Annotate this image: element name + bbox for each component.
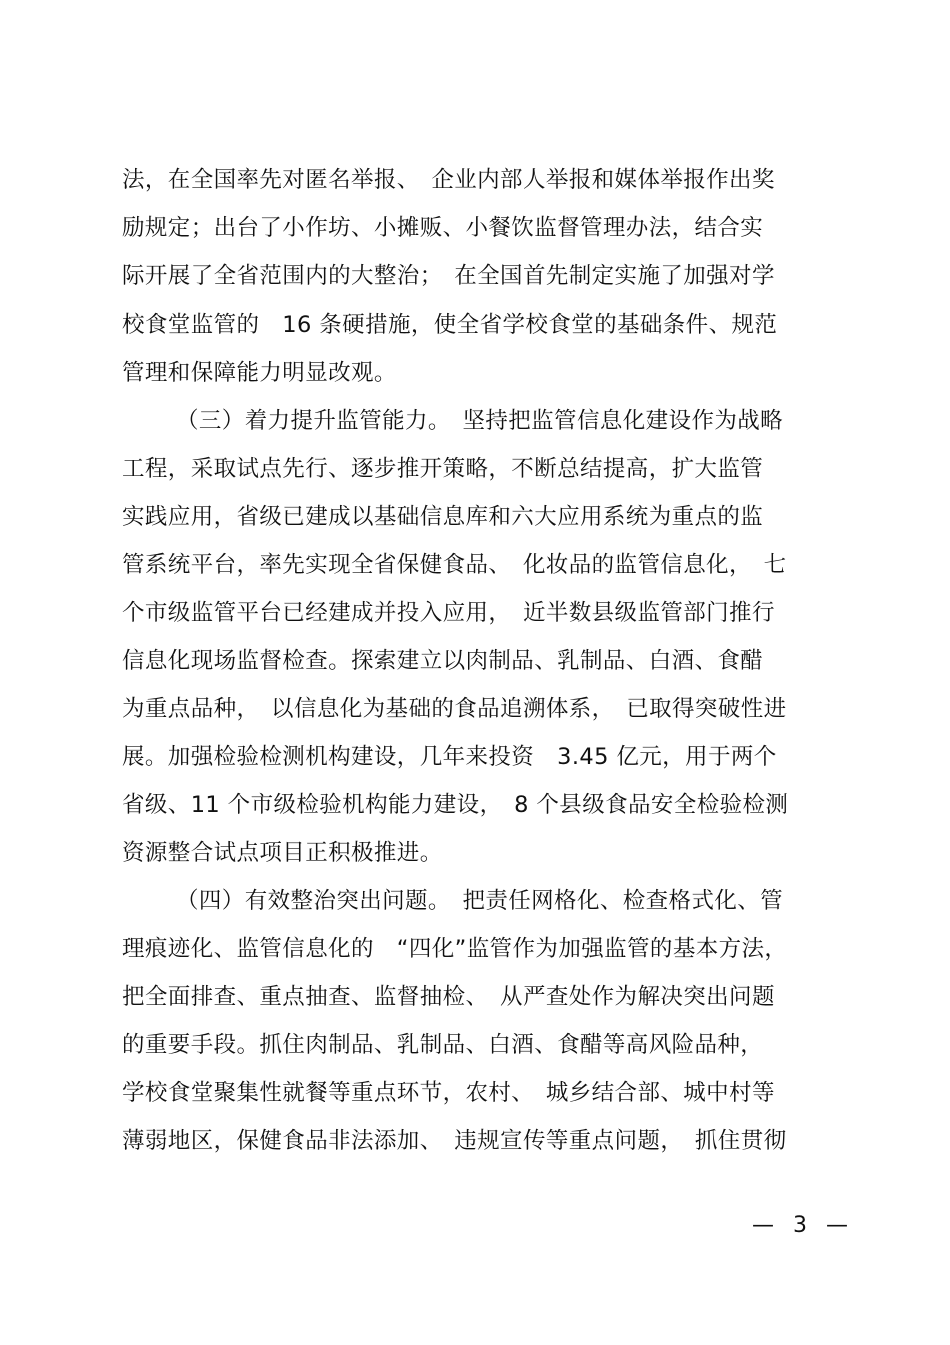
- text-line: 管理和保障能力明显改观。: [122, 360, 397, 386]
- text-line: 校食堂监管的 16 条硬措施，使全省学校食堂的基础条件、规范: [122, 312, 778, 338]
- text-line: 个市级监管平台已经建成并投入应用， 近半数县级监管部门推行: [122, 600, 775, 626]
- section-heading-line: （四）有效整治突出问题。 把责任网格化、检查格式化、管: [176, 888, 784, 914]
- page-number: — 3 —: [752, 1213, 854, 1238]
- text-line: 省级、11 个市级检验机构能力建设， 8 个县级食品安全检验检测: [122, 792, 789, 818]
- text-line: 实践应用，省级已建成以基础信息库和六大应用系统为重点的监: [122, 504, 764, 530]
- text-line: 的重要手段。抓住肉制品、乳制品、白酒、食醋等高风险品种，: [122, 1032, 764, 1058]
- text-line: 理痕迹化、监管信息化的 “四化”监管作为加强监管的基本方法，: [122, 936, 788, 962]
- text-line: 法，在全国率先对匿名举报、 企业内部人举报和媒体举报作出奖: [122, 167, 775, 193]
- text-line: 工程，采取试点先行、逐步推开策略，不断总结提高，扩大监管: [122, 456, 764, 482]
- text-line: 管系统平台，率先实现全省保健食品、 化妆品的监管信息化， 七: [122, 552, 787, 578]
- section-heading-line: （三）着力提升监管能力。 坚持把监管信息化建设作为战略: [176, 408, 784, 434]
- text-line: 展。加强检验检测机构建设，几年来投资 3.45 亿元，用于两个: [122, 744, 777, 770]
- text-line: 际开展了全省范围内的大整治； 在全国首先制定实施了加强对学: [122, 263, 775, 289]
- text-line: 资源整合试点项目正积极推进。: [122, 840, 443, 866]
- text-line: 学校食堂聚集性就餐等重点环节，农村、 城乡结合部、城中村等: [122, 1080, 775, 1106]
- text-line: 薄弱地区，保健食品非法添加、 违规宣传等重点问题， 抓住贯彻: [122, 1128, 787, 1154]
- text-line: 把全面排查、重点抽查、监督抽检、 从严查处作为解决突出问题: [122, 984, 775, 1010]
- text-line: 励规定；出台了小作坊、小摊贩、小餐饮监督管理办法，结合实: [122, 215, 764, 241]
- text-line: 信息化现场监督检查。探索建立以肉制品、乳制品、白酒、食醋: [122, 648, 764, 674]
- text-line: 为重点品种， 以信息化为基础的食品追溯体系， 已取得突破性进: [122, 696, 787, 722]
